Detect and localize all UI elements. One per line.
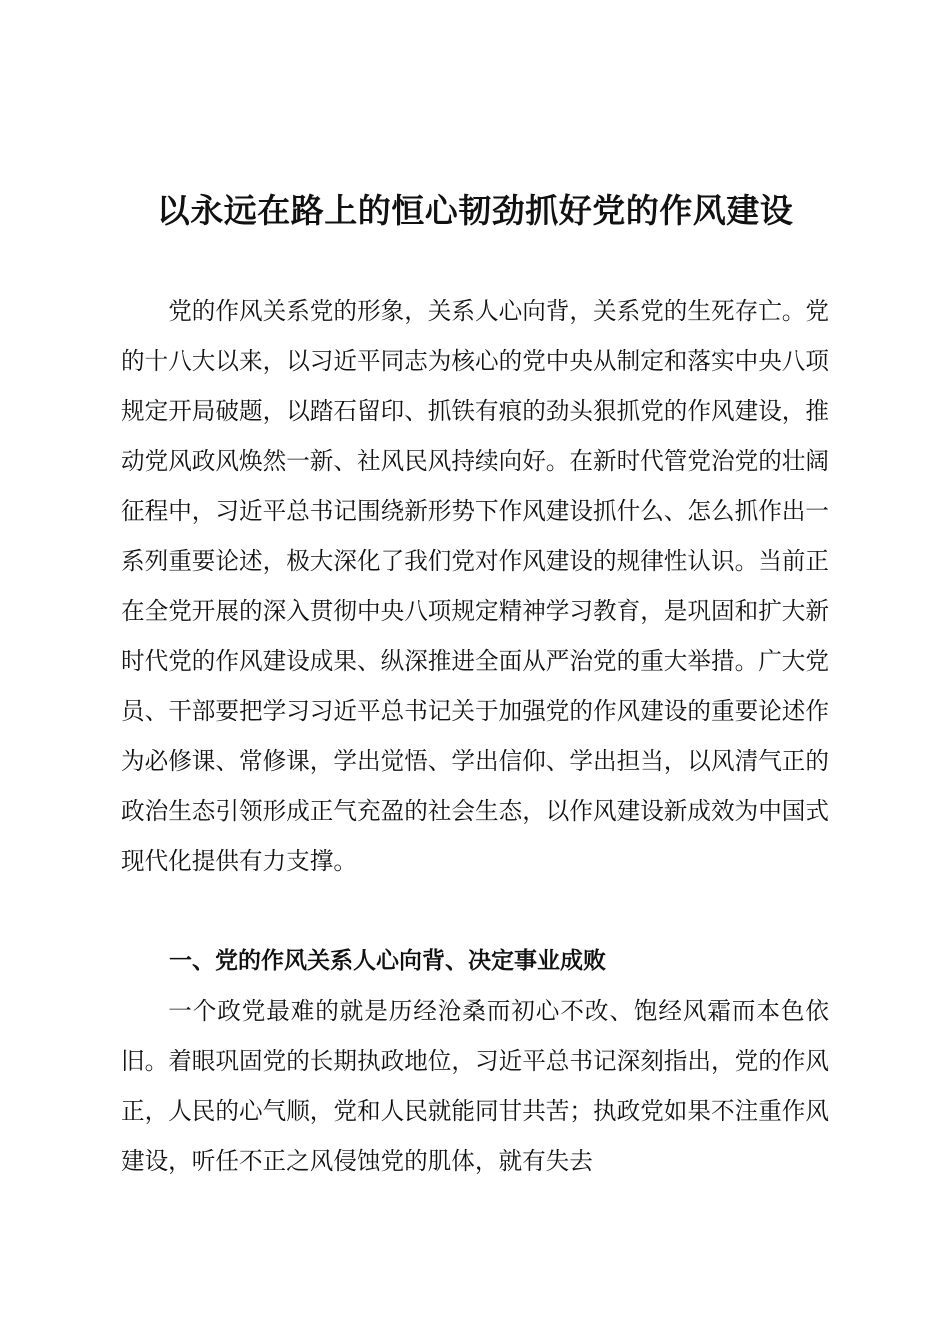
paragraph-intro: 党的作风关系党的形象，关系人心向背，关系党的生死存亡。党的十八大以来，以习近平同志为核心的党中央从制定和落实中央八项规定开局破题，以踏石留印、抓铁有痕的劲头狠抓党的作风建设，推动党风政风焕然一新、社风民风持续向好。在新时代管党治党的壮阔征程中，习近平总书记围绕新形势下作风建设抓什么、怎么抓作出一系列重要论述，极大深化了我们党对作风建设的规律性认识。当前正在全党开展的深入贯彻中央八项规定精神学习教育，是巩固和扩大新时代党的作风建设成果、纵深推进全面从严治党的重大举措。广大党员、干部要把学习习近平总书记关于加强党的作风建设的重要论述作为必修课、常修课，学出觉悟、学出信仰、学出担当，以风清气正的政治生态引领形成正气充盈的社会生态，以作风建设新成效为中国式现代化提供有力支撑。 <box>121 297 829 875</box>
paragraph-section-1: 一个政党最难的就是历经沧桑而初心不改、饱经风霜而本色依旧。着眼巩固党的长期执政地位，习近平总书记深刻指出，党的作风正，人民的心气顺，党和人民就能同甘共苦；执政党如果不注重作风建设，听任不正之风侵蚀党的肌体，就有失去 <box>121 997 829 1175</box>
section-heading-1: 一、党的作风关系人心向背、决定事业成败 <box>169 948 606 974</box>
document-title: 以永远在路上的恒心韧劲抓好党的作风建设 <box>156 191 794 230</box>
